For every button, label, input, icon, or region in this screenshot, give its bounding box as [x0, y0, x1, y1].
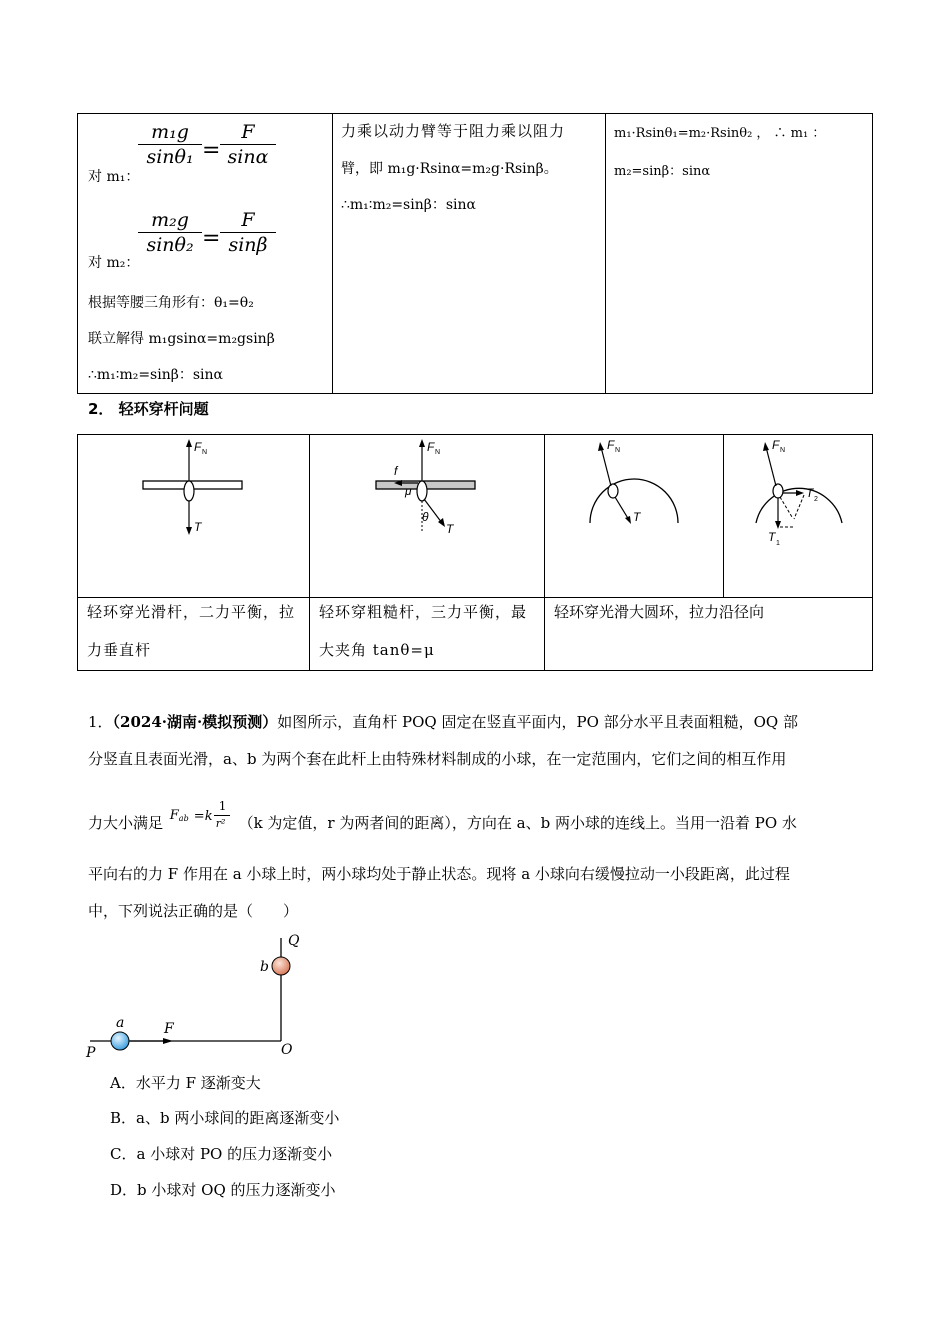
formula-eq: =k — [193, 809, 213, 824]
fn-sub: N — [615, 447, 621, 454]
formula-sub: ab — [178, 814, 189, 823]
m2-right-numerator: F — [241, 209, 255, 231]
caption-cell-2 — [310, 598, 545, 671]
force-formula — [168, 799, 234, 834]
m1-equals: = — [202, 138, 221, 163]
label-a: a — [116, 1015, 125, 1031]
question-line-2: 分竖直且表面光滑，a、b 为两个套在此杆上由特殊材料制成的小球，在一定范围内，它们之间的相互作用 — [88, 750, 787, 768]
option-b[interactable]: B．a、b 两小球间的距离逐渐变小 — [110, 1109, 340, 1127]
solution-table — [77, 113, 873, 394]
m2-equals: = — [202, 226, 221, 251]
fn-label: F — [427, 440, 435, 454]
section-title: 2． 轻环穿杆问题 — [88, 400, 209, 418]
question-text-1: 如图所示，直角杆 POQ 固定在竖直平面内，PO 部分水平且表面粗糙，OQ 部 — [277, 713, 798, 731]
fn-sub: N — [780, 447, 786, 454]
m2-right-denominator: sinβ — [228, 234, 268, 256]
question-source: （2024·湖南·模拟预测） — [112, 713, 278, 731]
t1-sub: 1 — [776, 540, 780, 547]
figure-cell-rough-rod — [310, 435, 545, 598]
caption-cell-3 — [545, 598, 873, 671]
question-line-1 — [88, 711, 798, 732]
f-label: f — [394, 464, 398, 478]
m2-prefix: 对 m₂： — [88, 255, 140, 271]
figure-cell-smooth-rod — [78, 435, 310, 598]
m1-left-numerator: m₁g — [151, 121, 189, 143]
t-label: T — [194, 520, 202, 534]
question-line-3 — [88, 799, 797, 834]
t2-label: T — [806, 486, 814, 500]
figure-cell-smooth-ring — [545, 435, 724, 598]
m1-right-denominator: sinα — [227, 146, 269, 168]
fn-label: F — [194, 440, 202, 454]
formula-den: r² — [215, 817, 226, 830]
poq-rod-figure — [80, 928, 310, 1063]
fn-sub: N — [435, 449, 441, 456]
m2-left-fraction — [138, 208, 202, 257]
fn-sub: N — [202, 449, 208, 456]
isosceles-line: 根据等腰三角形有：θ₁=θ₂ — [88, 295, 254, 311]
mu-label: μ — [405, 484, 412, 498]
label-q: Q — [288, 933, 300, 949]
caption-smooth-rod: 轻环穿光滑杆，二力平衡，拉力垂直杆 — [87, 603, 296, 659]
question-text-3b: （k 为定值，r 为两者间的距离），方向在 a、b 两小球的连线上。当用一沿着 PO 水 — [238, 814, 797, 832]
m2-left-numerator: m₂g — [151, 209, 189, 231]
ring-forces-diagram — [724, 435, 874, 598]
t2-sub: 2 — [814, 496, 818, 503]
m2-right-fraction — [220, 208, 276, 257]
figure-cell-ring-forces — [724, 435, 873, 598]
smooth-ring-diagram — [545, 435, 723, 598]
m2-left-denominator: sinθ₂ — [146, 234, 194, 256]
lever-line-3: ∴m₁∶m₂=sinβ：sinα — [341, 197, 476, 213]
label-b: b — [260, 959, 269, 975]
caption-smooth-ring: 轻环穿光滑大圆环，拉力沿径向 — [554, 603, 765, 621]
option-a[interactable]: A．水平力 F 逐渐变大 — [110, 1074, 261, 1092]
ratio-line: ∴m₁∶m₂=sinβ：sinα — [88, 367, 223, 383]
caption-rough-rod: 轻环穿粗糙杆，三力平衡，最大夹角 tanθ=μ — [319, 603, 528, 659]
question-text-3a: 力大小满足 — [88, 814, 164, 832]
solution-cell-3 — [606, 114, 873, 394]
question-line-4: 平向右的力 F 作用在 a 小球上时，两小球均处于静止状态。现将 a 小球向右缓慢拉动一小段距离，此过程 — [88, 865, 790, 883]
question-line-5: 中，下列说法正确的是（ ） — [88, 902, 299, 920]
solution-cell-1 — [78, 114, 333, 394]
smooth-rod-diagram — [78, 435, 309, 598]
label-p: P — [86, 1045, 96, 1061]
t1-label: T — [768, 530, 776, 544]
rough-rod-diagram — [310, 435, 544, 598]
formula-f: F — [169, 808, 179, 823]
m1-right-numerator: F — [241, 121, 255, 143]
theta-label: θ — [422, 510, 429, 524]
lever-line-2: 臂，即 m₁g·Rsinα=m₂g·Rsinβ。 — [341, 161, 558, 177]
t-label: T — [633, 510, 641, 524]
m1-left-fraction — [138, 120, 202, 169]
lever-line-1: 力乘以动力臂等于阻力乘以阻力 — [341, 122, 566, 140]
label-o: O — [281, 1042, 293, 1058]
combined-line: 联立解得 m₁gsinα=m₂gsinβ — [88, 331, 275, 347]
moment-line-1: m₁·Rsinθ₁=m₂·Rsinθ₂ ， ∴ m₁ ： — [614, 126, 826, 141]
option-c[interactable]: C．a 小球对 PO 的压力逐渐变小 — [110, 1145, 333, 1163]
ring-rod-table — [77, 434, 873, 671]
option-d[interactable]: D．b 小球对 OQ 的压力逐渐变小 — [110, 1181, 336, 1199]
caption-cell-1 — [78, 598, 310, 671]
m1-right-fraction — [220, 120, 276, 169]
solution-cell-2 — [333, 114, 606, 394]
label-f: F — [164, 1021, 174, 1037]
question-number: 1． — [88, 713, 113, 731]
t-label: T — [446, 522, 454, 536]
fn-label: F — [607, 438, 615, 452]
formula-num: 1 — [218, 799, 227, 813]
m1-prefix: 对 m₁： — [88, 169, 140, 185]
fn-label: F — [772, 438, 780, 452]
m1-left-denominator: sinθ₁ — [146, 146, 194, 168]
moment-line-2: m₂=sinβ：sinα — [614, 164, 711, 179]
